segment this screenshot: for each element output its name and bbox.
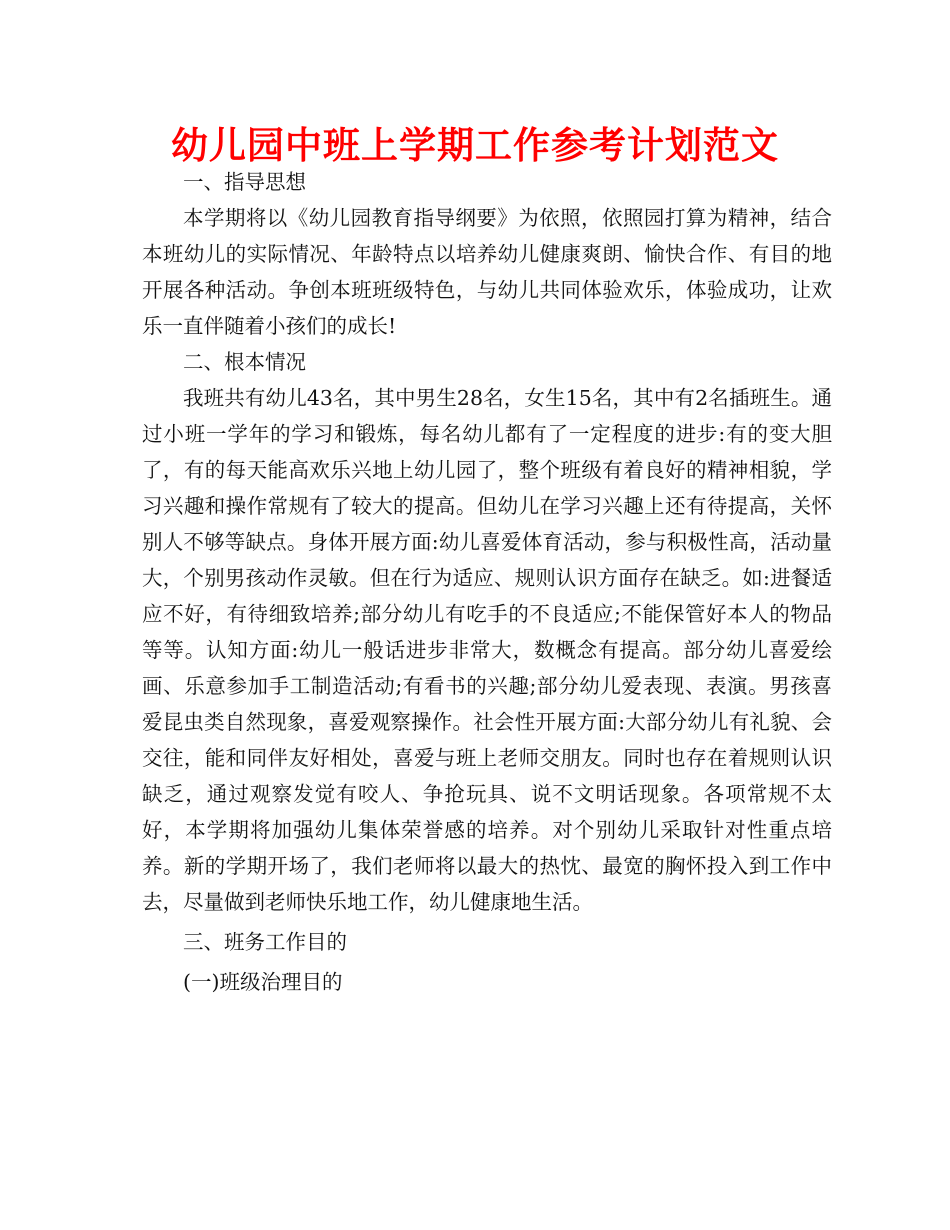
section-heading-guiding-thought: 一、指导思想 [183, 170, 306, 194]
page-title: 幼儿园中班上学期工作参考计划范文 [171, 124, 779, 167]
document-body [142, 164, 832, 1000]
section-heading-basic-situation: 二、根本情况 [183, 350, 306, 374]
paragraph-guiding-thought: 本学期将以《幼儿园教育指导纲要》为依照，依照园打算为精神，结合本班幼儿的实际情况、年龄特点以培养幼儿健康爽朗、愉快合作、有目的地开展各种活动。争创本班班级特色，与幼儿共同体验欢乐，体验成功，让欢乐一直伴随着小孩们的成长! [142, 206, 832, 338]
paragraph-basic-situation: 我班共有幼儿43名，其中男生28名，女生15名，其中有2名插班生。通过小班一学年的学习和锻炼，每名幼儿都有了一定程度的进步:有的变大胆了，有的每天能高欢乐兴地上幼儿园了，整个班级有着良好的精神相貌，学习兴趣和操作常规有了较大的提高。但幼儿在学习兴趣上还有待提高，关怀别人不够等缺点。身体开展方面:幼儿喜爱体育活动，参与积极性高，活动量大，个别男孩动作灵敏。但在行为适应、规则认识方面存在缺乏。如:进餐适应不好，有待细致培养;部分幼儿有吃手的不良适应;不能保管好本人的物品等等。认知方面:幼儿一般话进步非常大，数概念有提高。部分幼儿喜爱绘画、乐意参加手工制造活动;有看书的兴趣;部分幼儿爱表现、表演。男孩喜爱昆虫类自然现象，喜爱观察操作。社会性开展方面:大部分幼儿有礼貌、会交往，能和同伴友好相处，喜爱与班上老师交朋友。同时也存在着规则认识缺乏，通过观察发觉有咬人、争抢玩具、说不文明话现象。各项常规不太好，本学期将加强幼儿集体荣誉感的培养。对个别幼儿采取针对性重点培养。新的学期开场了，我们老师将以最大的热忱、最宽的胸怀投入到工作中去，尽量做到老师快乐地工作，幼儿健康地生活。 [142, 386, 832, 914]
section-heading-class-work-goals: 三、班务工作目的 [183, 930, 347, 954]
subsection-heading-class-management-goals: (一)班级治理目的 [183, 970, 343, 994]
